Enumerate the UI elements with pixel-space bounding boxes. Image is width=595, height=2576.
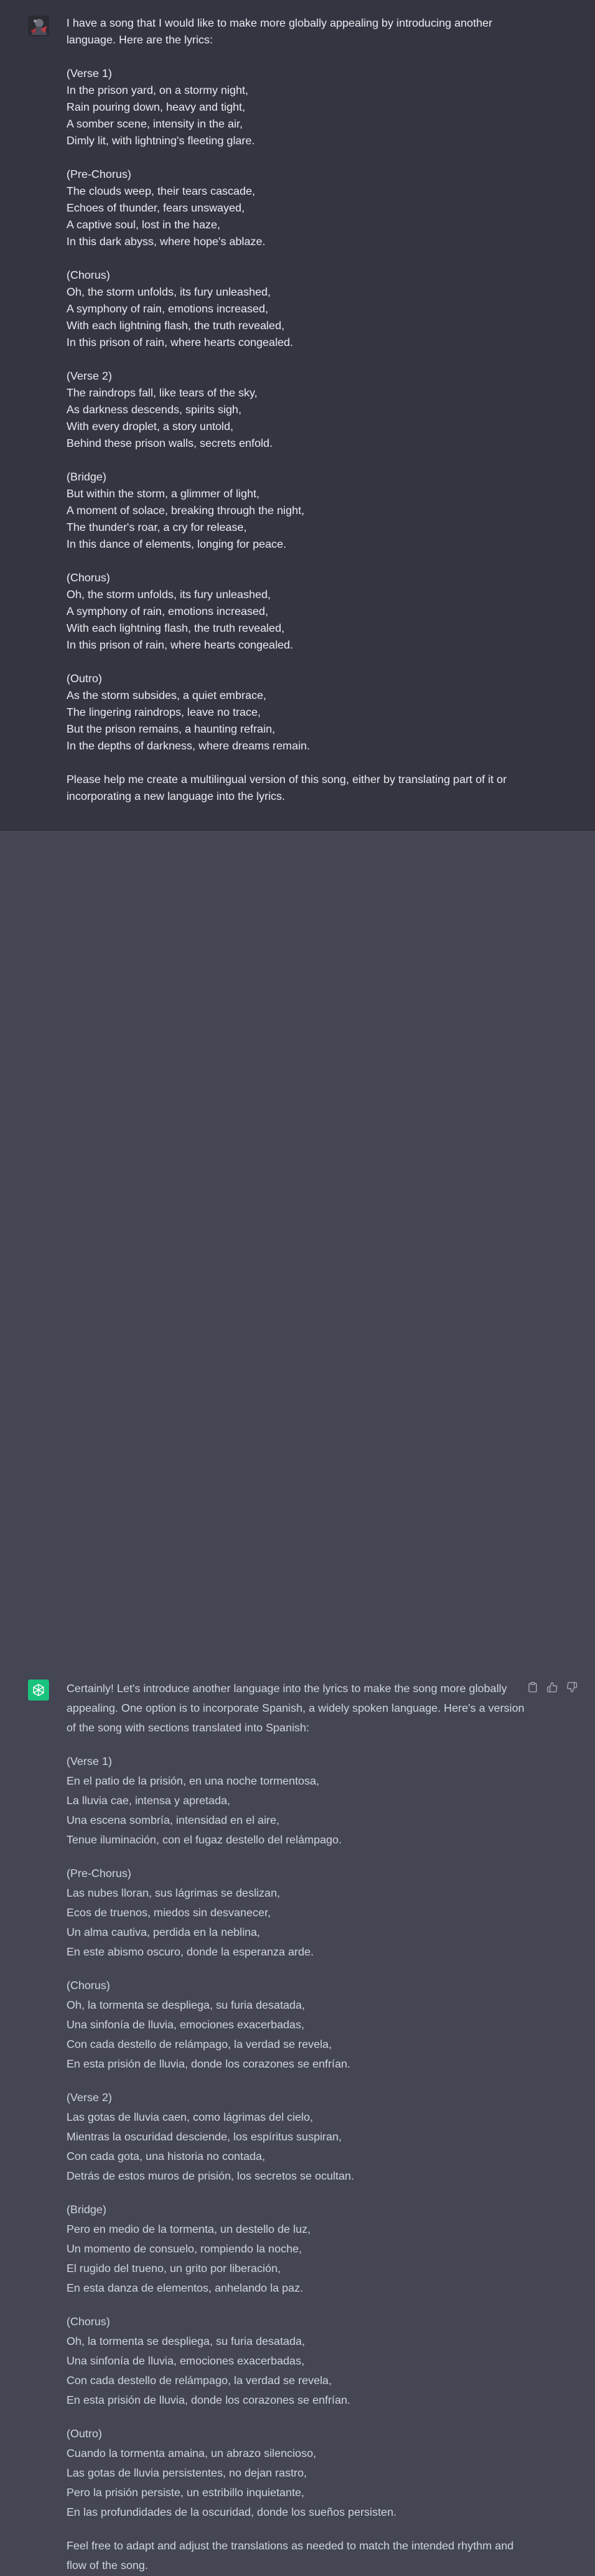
lyrics-section <box>66 268 522 352</box>
section-heading: (Verse 2) <box>66 371 112 382</box>
lyrics-section <box>66 2089 522 2187</box>
text-line: En esta danza de elementos, anhelando la paz. <box>66 2283 304 2294</box>
text-line: En este abismo oscuro, donde la esperanza arde. <box>66 1946 314 1958</box>
assistant-message-text <box>66 1680 525 2576</box>
text-line: In this dance of elements, longing for peace. <box>66 539 286 550</box>
lyrics-section <box>66 2313 522 2411</box>
thumbs-down-button[interactable] <box>566 1681 578 1694</box>
lyrics-section <box>66 1864 522 1962</box>
message-actions <box>526 1681 578 1694</box>
text-line: As darkness descends, spirits sigh, <box>66 404 241 416</box>
text-line: La lluvia cae, intensa y apretada, <box>66 1795 230 1807</box>
text-line: A somber scene, intensity in the air, <box>66 118 243 130</box>
text-line: Cuando la tormenta amaina, un abrazo silencioso, <box>66 2448 316 2460</box>
text-line: Las gotas de lluvia persistentes, no dejan rastro, <box>66 2467 307 2479</box>
thumbs-down-icon <box>566 1682 578 1693</box>
user-avatar <box>28 15 49 36</box>
text-line: appealing. One option is to incorporate Spanish, a widely spoken language. Here's a version <box>66 1703 525 1715</box>
section-heading: (Verse 1) <box>66 68 112 80</box>
text-line: Pero en medio de la tormenta, un destello de luz, <box>66 2224 311 2236</box>
text-line: language. Here are the lyrics: <box>66 34 213 46</box>
section-heading: (Outro) <box>66 2428 102 2440</box>
lyrics-section <box>66 66 522 150</box>
text-line: flow of the song. <box>66 2560 148 2572</box>
thumbs-up-icon <box>547 1682 558 1693</box>
section-heading: (Bridge) <box>66 471 106 483</box>
text-line: Con cada destello de relámpago, la verdad se revela, <box>66 2375 332 2387</box>
section-heading: (Verse 1) <box>66 1756 112 1768</box>
text-line: As the storm subsides, a quiet embrace, <box>66 690 267 702</box>
text-line: Las nubes lloran, sus lágrimas se deslizan, <box>66 1888 281 1899</box>
user-avatar-image-icon <box>28 15 49 36</box>
text-line: incorporating a new language into the lyrics. <box>66 791 286 803</box>
section-heading: (Pre-Chorus) <box>66 1868 132 1880</box>
text-line: Oh, la tormenta se despliega, su furia desatada, <box>66 2000 305 2011</box>
text-line: of the song with sections translated into Spanish: <box>66 1722 309 1734</box>
text-line: Tenue iluminación, con el fugaz destello del relámpago. <box>66 1834 342 1846</box>
lyrics-section <box>66 1752 522 1850</box>
text-line: Oh, the storm unfolds, its fury unleashed, <box>66 286 271 298</box>
text-line: Una escena sombría, intensidad en el aire, <box>66 1815 280 1827</box>
text-line: Con cada destello de relámpago, la verdad se revela, <box>66 2039 332 2051</box>
text-line: The raindrops fall, like tears of the sky, <box>66 387 258 399</box>
lyrics-section <box>66 2201 522 2299</box>
text-line: Dimly lit, with lightning's fleeting glare. <box>66 135 255 147</box>
text-line: Un alma cautiva, perdida en la neblina, <box>66 1927 260 1939</box>
text-line: In the depths of darkness, where dreams remain. <box>66 740 310 752</box>
text-line: The thunder's roar, a cry for release, <box>66 522 247 534</box>
text-line: Certainly! Let's introduce another language into the lyrics to make the song more globally <box>66 1683 507 1695</box>
lyrics-section <box>66 167 522 251</box>
user-message-row <box>0 0 595 831</box>
text-line: En esta prisión de lluvia, donde los corazones se enfrían. <box>66 2395 351 2407</box>
text-line: The lingering raindrops, leave no trace, <box>66 707 261 719</box>
text-line: Echoes of thunder, fears unswayed, <box>66 202 245 214</box>
text-line: En el patio de la prisión, en una noche tormentosa, <box>66 1775 320 1787</box>
text-line: With every droplet, a story untold, <box>66 421 234 433</box>
text-line: Mientras la oscuridad desciende, los espíritus suspiran, <box>66 2131 342 2143</box>
text-line: Oh, la tormenta se despliega, su furia desatada, <box>66 2336 305 2348</box>
text-line: En esta prisión de lluvia, donde los corazones se enfrían. <box>66 2058 351 2070</box>
text-line: In the prison yard, on a stormy night, <box>66 85 248 97</box>
text-line: En las profundidades de la oscuridad, donde los sueños persisten. <box>66 2507 397 2519</box>
text-line: I have a song that I would like to make more globally appealing by introducing another <box>66 18 493 29</box>
section-heading: (Bridge) <box>66 2204 106 2216</box>
openai-logo-icon <box>31 1682 46 1698</box>
text-line: A symphony of rain, emotions increased, <box>66 303 269 315</box>
section-heading: (Chorus) <box>66 1980 111 1992</box>
text-line: Please help me create a multilingual version of this song, either by translating part of it or <box>66 774 507 786</box>
text-line: With each lightning flash, the truth revealed, <box>66 623 285 635</box>
section-heading: (Chorus) <box>66 572 111 584</box>
section-heading: (Pre-Chorus) <box>66 169 132 181</box>
section-heading: (Chorus) <box>66 270 111 282</box>
section-heading: (Outro) <box>66 673 102 685</box>
text-line: Un momento de consuelo, rompiendo la noche, <box>66 2243 302 2255</box>
closing-paragraph <box>66 772 522 805</box>
text-line: El rugido del trueno, un grito por liberación, <box>66 2263 281 2275</box>
text-line: Las gotas de lluvia caen, como lágrimas del cielo, <box>66 2112 314 2124</box>
lyrics-section <box>66 469 522 553</box>
text-line: A captive soul, lost in the haze, <box>66 219 220 231</box>
lyrics-section <box>66 368 522 452</box>
text-line: Oh, the storm unfolds, its fury unleashed, <box>66 589 271 601</box>
text-line: In this prison of rain, where hearts congealed. <box>66 639 293 651</box>
text-line: Rain pouring down, heavy and tight, <box>66 102 246 113</box>
lyrics-section <box>66 570 522 654</box>
text-line: A symphony of rain, emotions increased, <box>66 606 269 618</box>
assistant-avatar <box>28 1680 49 1701</box>
lyrics-section <box>66 1976 522 2075</box>
user-message-text <box>66 15 522 805</box>
text-line: In this dark abyss, where hope's ablaze. <box>66 236 266 248</box>
text-line: With each lightning flash, the truth revealed, <box>66 320 285 332</box>
lyrics-section <box>66 2425 522 2523</box>
section-heading: (Verse 2) <box>66 2092 112 2104</box>
text-line: The clouds weep, their tears cascade, <box>66 186 255 198</box>
text-line: A moment of solace, breaking through the night, <box>66 505 304 517</box>
section-heading: (Chorus) <box>66 2316 111 2328</box>
text-line: But the prison remains, a haunting refrain, <box>66 723 275 735</box>
text-line: Feel free to adapt and adjust the translations as needed to match the intended rhythm and <box>66 2540 514 2552</box>
thumbs-up-button[interactable] <box>546 1681 559 1694</box>
copy-button[interactable] <box>526 1681 539 1694</box>
text-line: But within the storm, a glimmer of light, <box>66 488 260 500</box>
intro-paragraph <box>66 15 522 49</box>
text-line: In this prison of rain, where hearts congealed. <box>66 337 293 349</box>
text-line: Pero la prisión persiste, un estribillo inquietante, <box>66 2487 304 2499</box>
intro-paragraph <box>66 1680 525 1738</box>
text-line: Behind these prison walls, secrets enfold. <box>66 438 273 450</box>
text-line: Una sinfonía de lluvia, emociones exacerbadas, <box>66 2355 304 2367</box>
text-line: Una sinfonía de lluvia, emociones exacerbadas, <box>66 2019 304 2031</box>
text-line: Ecos de truenos, miedos sin desvanecer, <box>66 1907 271 1919</box>
clipboard-icon <box>527 1682 538 1693</box>
text-line: Detrás de estos muros de prisión, los secretos se ocultan. <box>66 2170 354 2182</box>
text-line: Con cada gota, una historia no contada, <box>66 2151 265 2163</box>
closing-paragraph <box>66 2537 522 2576</box>
lyrics-section <box>66 671 522 755</box>
assistant-message-row <box>0 831 595 2572</box>
